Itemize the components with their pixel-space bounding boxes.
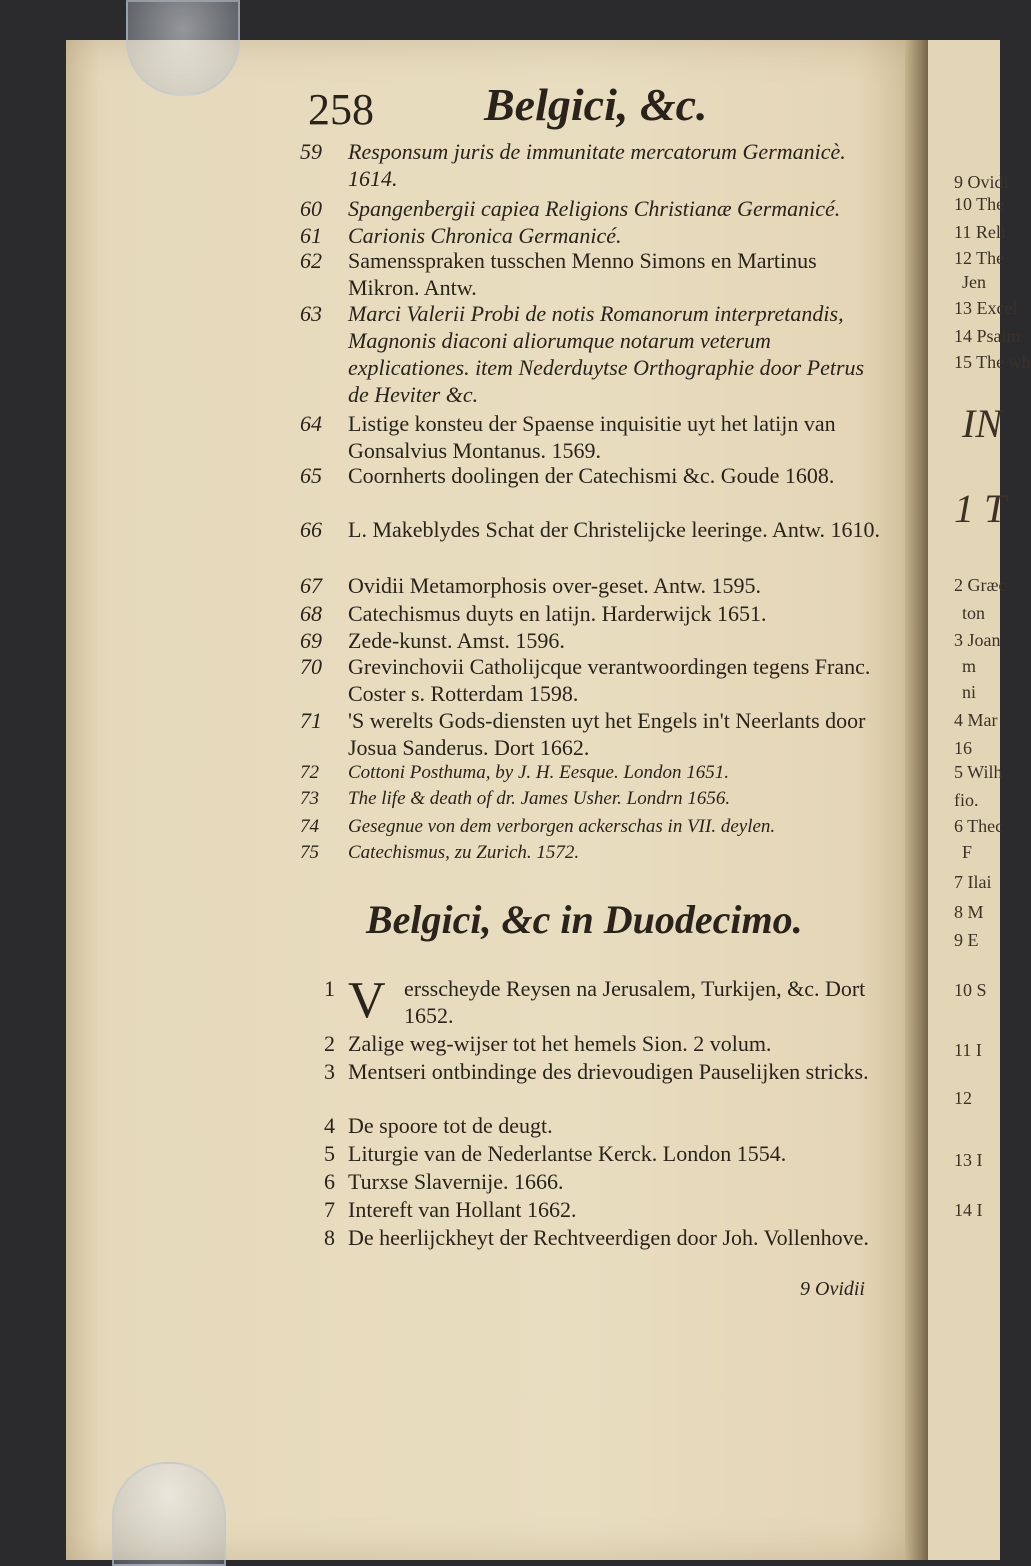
facing-page-fragment: F (962, 842, 973, 862)
facing-page-fragment: 12 (954, 1088, 972, 1108)
facing-page-fragment: Jen (962, 272, 986, 292)
facing-page-fragment: 14 Psalm (954, 326, 1021, 346)
facing-page-fragment: 16 (954, 738, 972, 758)
facing-page-fragment: 11 I (954, 1040, 982, 1060)
facing-page-fragment: 12 The (954, 248, 1005, 268)
page-clip-bottom (112, 1462, 226, 1566)
entry-text: Carionis Chronica Germanicé. (348, 223, 622, 248)
entry-text: Zede-kunst. Amst. 1596. (348, 628, 565, 653)
entry-text: ersscheyde Reysen na Jerusalem, Turkijen, &c. Dort 1652. (404, 976, 866, 1028)
drop-cap: V (348, 972, 386, 1029)
entry-number: 70 (300, 654, 322, 679)
section-title: Belgici, &c in Duodecimo. (366, 897, 803, 942)
entry-number: 6 (324, 1169, 335, 1194)
entry-number: 5 (324, 1141, 335, 1166)
facing-page-fragment: 9 E (954, 930, 979, 950)
facing-page-fragment: 5 Wilh (954, 762, 1003, 782)
entry-text: The life & death of dr. James Usher. Londrn 1656. (348, 788, 731, 809)
entry-number: 62 (300, 248, 322, 273)
entry-number: 71 (300, 708, 322, 733)
entry-number: 7 (324, 1197, 335, 1222)
facing-page-fragment: 3 Joan (954, 630, 1001, 650)
running-title: Belgici, &c. (484, 79, 708, 130)
entry-text: Ovidii Metamorphosis over-geset. Antw. 1595. (348, 573, 762, 598)
facing-page-fragment: 1 T (954, 486, 1007, 531)
facing-page-fragment: IN (962, 401, 1002, 446)
entry-text: Marci Valerii Probi de notis Romanorum interpretandis, Magnonis diaconi aliorumque notarum veterum explicationes. item Nederduytse Orthographie door Petrus de Heviter &c. (348, 301, 865, 407)
entry-text: Responsum juris de immunitate mercatorum Germanicè. 1614. (348, 139, 846, 191)
entry-number: 72 (300, 762, 319, 783)
entry-text: Mentseri ontbindinge des drievoudigen Pauselijken stricks. (348, 1059, 869, 1084)
facing-page-fragment: 6 Thec (954, 816, 1004, 836)
entry-number: 67 (300, 573, 322, 598)
facing-page-fragment: ton (962, 603, 986, 623)
facing-page-fragment: 10 S (954, 980, 987, 1000)
entry-number: 59 (300, 139, 322, 164)
entry-text: Coornherts doolingen der Catechismi &c. Goude 1608. (348, 463, 835, 488)
facing-page-fragment: 4 Mar (954, 710, 998, 730)
entry-text: L. Makeblydes Schat der Christelijcke leeringe. Antw. 1610. (348, 517, 880, 542)
entry-number: 73 (300, 788, 319, 809)
entry-text: Samensspraken tusschen Menno Simons en Martinus Mikron. Antw. (348, 248, 817, 300)
facing-page-fragment: 15 The wh (954, 352, 1031, 372)
entry-number: 75 (300, 842, 319, 863)
entry-number: 64 (300, 411, 322, 436)
entry-text: Spangenbergii capiea Religions Christianæ Germanicé. (348, 196, 841, 221)
entry-text: Catechismus duyts en latijn. Harderwijck 1651. (348, 601, 767, 626)
facing-page-fragment: 14 I (954, 1200, 983, 1220)
entry-number: 69 (300, 628, 322, 653)
entry-text: Grevinchovii Catholijcque verantwoordingen tegens Franc. Coster s. Rotterdam 1598. (348, 654, 871, 706)
facing-page-fragment: fio. (954, 790, 979, 810)
entry-text: Cottoni Posthuma, by J. H. Eesque. London 1651. (348, 762, 730, 783)
facing-page-fragment: 10 The (954, 194, 1005, 214)
facing-page-fragment: ni (962, 682, 977, 702)
facing-page-fragment: m (962, 656, 977, 676)
entry-number: 8 (324, 1225, 335, 1250)
entry-text: Gesegnue von dem verborgen ackerschas in VII. deylen. (348, 816, 776, 837)
entry-text: Turxse Slavernije. 1666. (348, 1169, 564, 1194)
entry-number: 63 (300, 301, 322, 326)
entry-number: 3 (324, 1059, 335, 1084)
entry-number: 1 (324, 976, 335, 1001)
entry-text: 'S werelts Gods-diensten uyt het Engels in't Neerlants door Josua Sanderus. Dort 1662. (348, 708, 866, 760)
facing-page (928, 40, 1031, 1560)
entry-number: 68 (300, 601, 322, 626)
entry-text: Zalige weg-wijser tot het hemels Sion. 2 volum. (348, 1031, 772, 1056)
entry-number: 74 (300, 816, 319, 837)
entry-number: 4 (324, 1113, 335, 1138)
entry-text: Liturgie van de Nederlantse Kerck. London 1554. (348, 1141, 787, 1166)
entry-number: 60 (300, 196, 322, 221)
entry-text: Intereft van Hollant 1662. (348, 1197, 577, 1222)
entry-text: Listige konsteu der Spaense inquisitie uyt het latijn van Gonsalvius Montanus. 1569. (348, 411, 836, 463)
catchword: 9 Ovidii (800, 1278, 865, 1300)
facing-page-fragment: 9 Ovidi (954, 172, 1009, 192)
facing-page-fragment: 13 I (954, 1150, 983, 1170)
facing-page-fragment: 2 Græc (954, 575, 1007, 595)
facing-page-fragment: 11 Reli (954, 222, 1006, 242)
entry-text: Catechismus, zu Zurich. 1572. (348, 842, 580, 863)
entry-number: 66 (300, 517, 322, 542)
facing-page-fragment: 13 Excel (954, 298, 1018, 318)
entry-text: De spoore tot de deugt. (348, 1113, 553, 1138)
facing-page-fragment: 8 M (954, 902, 984, 922)
entry-number: 61 (300, 223, 322, 248)
entry-number: 2 (324, 1031, 335, 1056)
page-number: 258 (308, 85, 374, 134)
facing-page-fragment: 7 Ilai (954, 872, 992, 892)
entry-text: De heerlijckheyt der Rechtveerdigen door Joh. Vollenhove. (348, 1225, 869, 1250)
entry-number: 65 (300, 463, 322, 488)
